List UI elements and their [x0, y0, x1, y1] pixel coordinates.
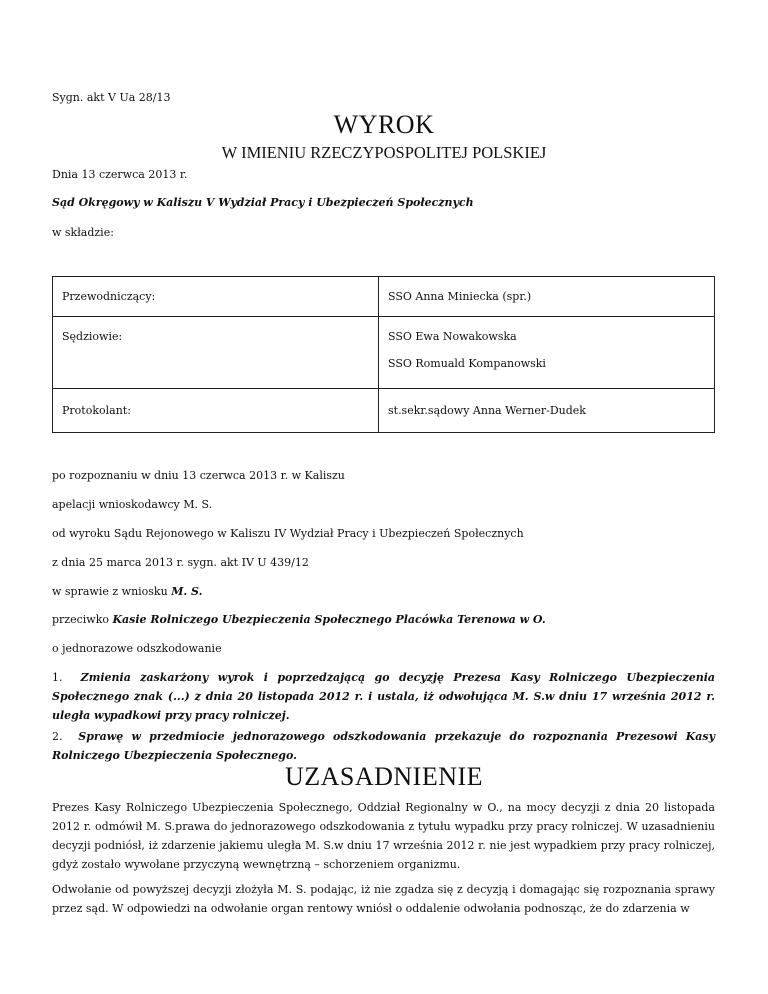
- appeal-line: apelacji wnioskodawcy M. S.: [52, 498, 213, 511]
- chair-label-cell: [53, 277, 379, 317]
- clerk-value: st.sekr.sądowy Anna Werner-Dudek: [388, 404, 586, 417]
- applicant-name: M. S.: [171, 585, 203, 598]
- case-signature: Sygn. akt V Ua 28/13: [52, 91, 171, 104]
- hearing-line: po rozpoznaniu w dniu 13 czerwca 2013 r. w Kaliszu: [52, 469, 345, 482]
- court-name: Sąd Okręgowy w Kaliszu V Wydział Pracy i Ubezpieczeń Społecznych: [52, 196, 474, 209]
- document-title: WYROK: [333, 110, 435, 139]
- judges-label: Sędziowie:: [62, 330, 123, 343]
- document-subtitle: W IMIENIU RZECZYPOSPOLITEJ POLSKIEJ: [221, 143, 547, 162]
- chair-value-cell: [379, 277, 715, 317]
- case-line: [52, 584, 202, 600]
- justification-title: UZASADNIENIE: [284, 762, 484, 791]
- justification-paragraph-1: Prezes Kasy Rolniczego Ubezpieczenia Społecznego, Oddział Regionalny w O., na mocy decyzji z dnia 20 listopada 2012 r. odmówił M. S.prawa do jednorazowego odszkodowania z tytułu wypadku przy pracy rolniczej. W uzasadnieniu decyzji podniósł, iż zdarzenie jakiemu uległa M. S.w dniu 17 września 2012 r. nie jest wypadkiem przy pracy rolniczej, gdyż zostało wywołane przyczyną wewnętrzną – schorzeniem organizmu.: [52, 801, 715, 871]
- clerk-label-cell: [53, 389, 379, 433]
- case-subject: o jednorazowe odszkodowanie: [52, 642, 222, 655]
- point-2-text: Sprawę w przedmiocie jednorazowego odszkodowania przekazuje do rozpoznania Prezesowi Kasy Rolniczego Ubezpieczenia Społecznego.: [52, 730, 715, 762]
- court-panel-table: [52, 276, 715, 433]
- justification-paragraph-2: Odwołanie od powyższej decyzji złożyła M. S. podając, iż nie zgadza się z decyzją i domagając się rozpoznania sprawy przez sąd. W odpowiedzi na odwołanie organ rentowy wniósł o oddalenie odwołania podnosząc, że do zdarzenia w: [52, 883, 715, 915]
- judge-1: SSO Ewa Nowakowska: [388, 330, 517, 343]
- case-prefix: w sprawie z wniosku: [52, 585, 172, 598]
- point-1-text: Zmienia zaskarżony wyrok i poprzedzającą go decyzję Prezesa Kasy Rolniczego Ubezpieczenia Społecznego znak (...) z dnia 20 listopada 2012 r. i ustala, iż odwołująca M. S.w dniu 17 września 2012 r. uległa wypadkowi przy pracy rolniczej.: [52, 671, 715, 722]
- table-row: [53, 277, 715, 317]
- chair-label: Przewodniczący:: [62, 290, 156, 303]
- lower-judgment-date: z dnia 25 marca 2013 r. sygn. akt IV U 439/12: [52, 556, 309, 569]
- against-prefix: przeciwko: [52, 613, 113, 626]
- judge-2: SSO Romuald Kompanowski: [388, 357, 546, 370]
- clerk-label: Protokolant:: [62, 404, 131, 417]
- judges-value-cell: [379, 317, 715, 389]
- ruling-point-1: [52, 668, 715, 725]
- table-row: [53, 389, 715, 433]
- judges-label-cell: [53, 317, 379, 389]
- point-2-number: 2.: [52, 730, 63, 743]
- against-line: [52, 612, 546, 628]
- composition-intro: w składzie:: [52, 226, 114, 239]
- ruling-point-2: [52, 727, 715, 765]
- respondent-name: Kasie Rolniczego Ubezpieczenia Społecznego Placówka Terenowa w O.: [112, 613, 546, 626]
- chair-value: SSO Anna Miniecka (spr.): [388, 290, 532, 303]
- table-row: [53, 317, 715, 389]
- point-1-number: 1.: [52, 671, 63, 684]
- judgment-date: Dnia 13 czerwca 2013 r.: [52, 168, 188, 181]
- clerk-value-cell: [379, 389, 715, 433]
- lower-court-line: od wyroku Sądu Rejonowego w Kaliszu IV Wydział Pracy i Ubezpieczeń Społecznych: [52, 527, 524, 540]
